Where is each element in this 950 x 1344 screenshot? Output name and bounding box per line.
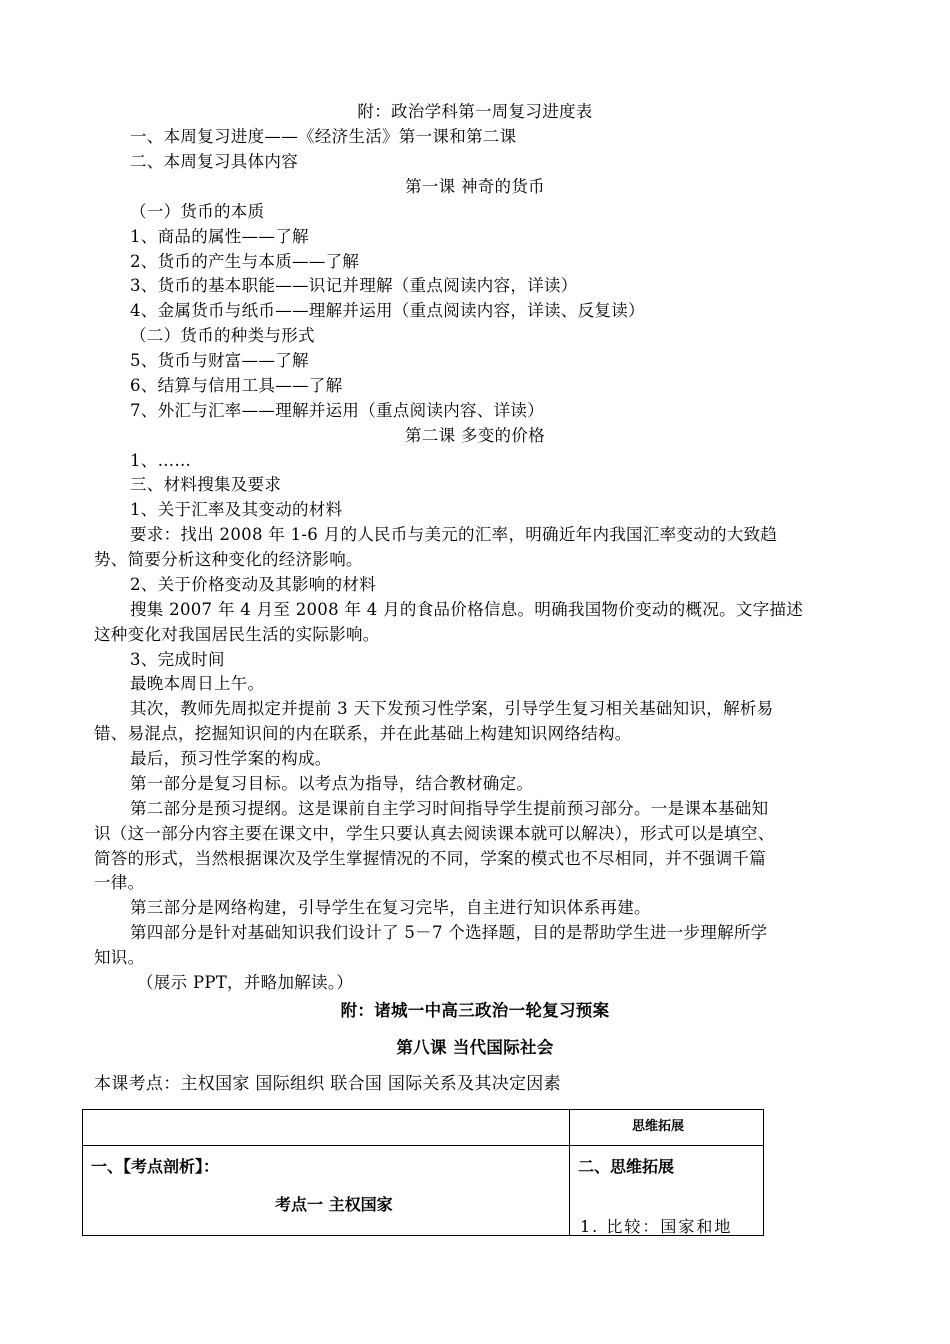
- paragraph-line: 识（这一部分内容主要在课文中，学生只要认真去阅读课本就可以解决），形式可以是填空、: [94, 824, 775, 843]
- material3-title: 3、完成时间: [130, 650, 225, 669]
- material2-title: 2、关于价格变动及其影响的材料: [130, 575, 376, 594]
- document-heading: 附：政治学科第一周复习进度表: [357, 102, 593, 121]
- paragraph-line: 第四部分是针对基础知识我们设计了 5－7 个选择题，目的是帮助学生进一步理解所学: [130, 923, 768, 942]
- ppt-note: （展示 PPT，并略加解读。）: [137, 973, 354, 992]
- exam-point-title: 考点一 主权国家: [275, 1195, 393, 1214]
- study-plan-table: [82, 1109, 764, 1236]
- list-item: 7、外汇与汇率——理解并运用（重点阅读内容、详读）: [130, 401, 544, 420]
- appendix-title: 附：诸城一中高三政治一轮复习预案: [340, 1001, 610, 1020]
- thinking-expansion-heading: 二、思维拓展: [578, 1157, 675, 1176]
- exam-points: 本课考点：主权国家 国际组织 联合国 国际关系及其决定因素: [94, 1074, 561, 1094]
- table-header-label: 思维拓展: [632, 1119, 685, 1134]
- list-item: 1、商品的属性——了解: [130, 227, 309, 246]
- table-cell: [83, 1146, 570, 1236]
- list-item: 1、……: [130, 451, 192, 470]
- lesson2-title: 第二课 多变的价格: [405, 426, 545, 445]
- paragraph-line: 其次，教师先周拟定并提前 3 天下发预习性学案，引导学生复习相关基础知识，解析易: [130, 699, 774, 718]
- paragraph-line: 错、易混点，挖掘知识间的内在联系，并在此基础上构建知识网络结构。: [94, 724, 632, 743]
- material1-text-line: 势、简要分析这种变化的经济影响。: [94, 550, 363, 569]
- thinking-expansion-item: 1. 比较：国家和地: [580, 1217, 733, 1236]
- table-cell: [570, 1110, 764, 1146]
- list-item: 6、结算与信用工具——了解: [130, 376, 343, 395]
- paragraph-line: 最后，预习性学案的构成。: [130, 749, 332, 768]
- list-item: 2、货币的产生与本质——了解: [130, 252, 360, 271]
- paragraph-line: 第一部分是复习目标。以考点为指导，结合教材确定。: [130, 774, 534, 793]
- paragraph-line: 一律。: [94, 873, 145, 892]
- paragraph-line: 简答的形式，当然根据课次及学生掌握情况的不同，学案的模式也不尽相同，并不强调千篇: [94, 849, 766, 868]
- material2-text-line: 搜集 2007 年 4 月至 2008 年 4 月的食品价格信息。明确我国物价变动的概况。文字描述: [130, 600, 804, 619]
- material1-text-line: 要求：找出 2008 年 1-6 月的人民币与美元的汇率，明确近年内我国汇率变动的大致趋: [130, 525, 778, 544]
- material1-title: 1、关于汇率及其变动的材料: [130, 500, 343, 519]
- lesson1-part2: （二）货币的种类与形式: [130, 326, 315, 345]
- paragraph-line: 第二部分是预习提纲。这是课前自主学习时间指导学生提前预习部分。一是课本基础知: [130, 799, 769, 818]
- lesson1-part1: （一）货币的本质: [130, 202, 265, 221]
- section-materials: 三、材料搜集及要求: [130, 475, 282, 494]
- list-item: 3、货币的基本职能——识记并理解（重点阅读内容，详读）: [130, 276, 578, 295]
- material3-text-line: 最晚本周日上午。: [130, 674, 265, 693]
- chapter-title: 第八课 当代国际社会: [396, 1038, 554, 1057]
- exam-analysis-heading: 一、【考点剖析】：: [91, 1157, 220, 1176]
- table-row: [83, 1110, 764, 1146]
- list-item: 5、货币与财富——了解: [130, 351, 309, 370]
- paragraph-line: 知识。: [94, 948, 145, 967]
- lesson1-title: 第一课 神奇的货币: [405, 177, 545, 196]
- paragraph-line: 第三部分是网络构建，引导学生在复习完毕，自主进行知识体系再建。: [130, 898, 651, 917]
- table-row: [83, 1146, 764, 1236]
- section-review-content: 二、本周复习具体内容: [130, 152, 298, 171]
- table-cell: [570, 1146, 764, 1236]
- table-cell: [83, 1110, 570, 1146]
- list-item: 4、金属货币与纸币——理解并运用（重点阅读内容，详读、反复读）: [130, 301, 645, 320]
- section-review-progress: 一、本周复习进度——《经济生活》第一课和第二课: [130, 127, 517, 146]
- material2-text-line: 这种变化对我国居民生活的实际影响。: [94, 625, 380, 644]
